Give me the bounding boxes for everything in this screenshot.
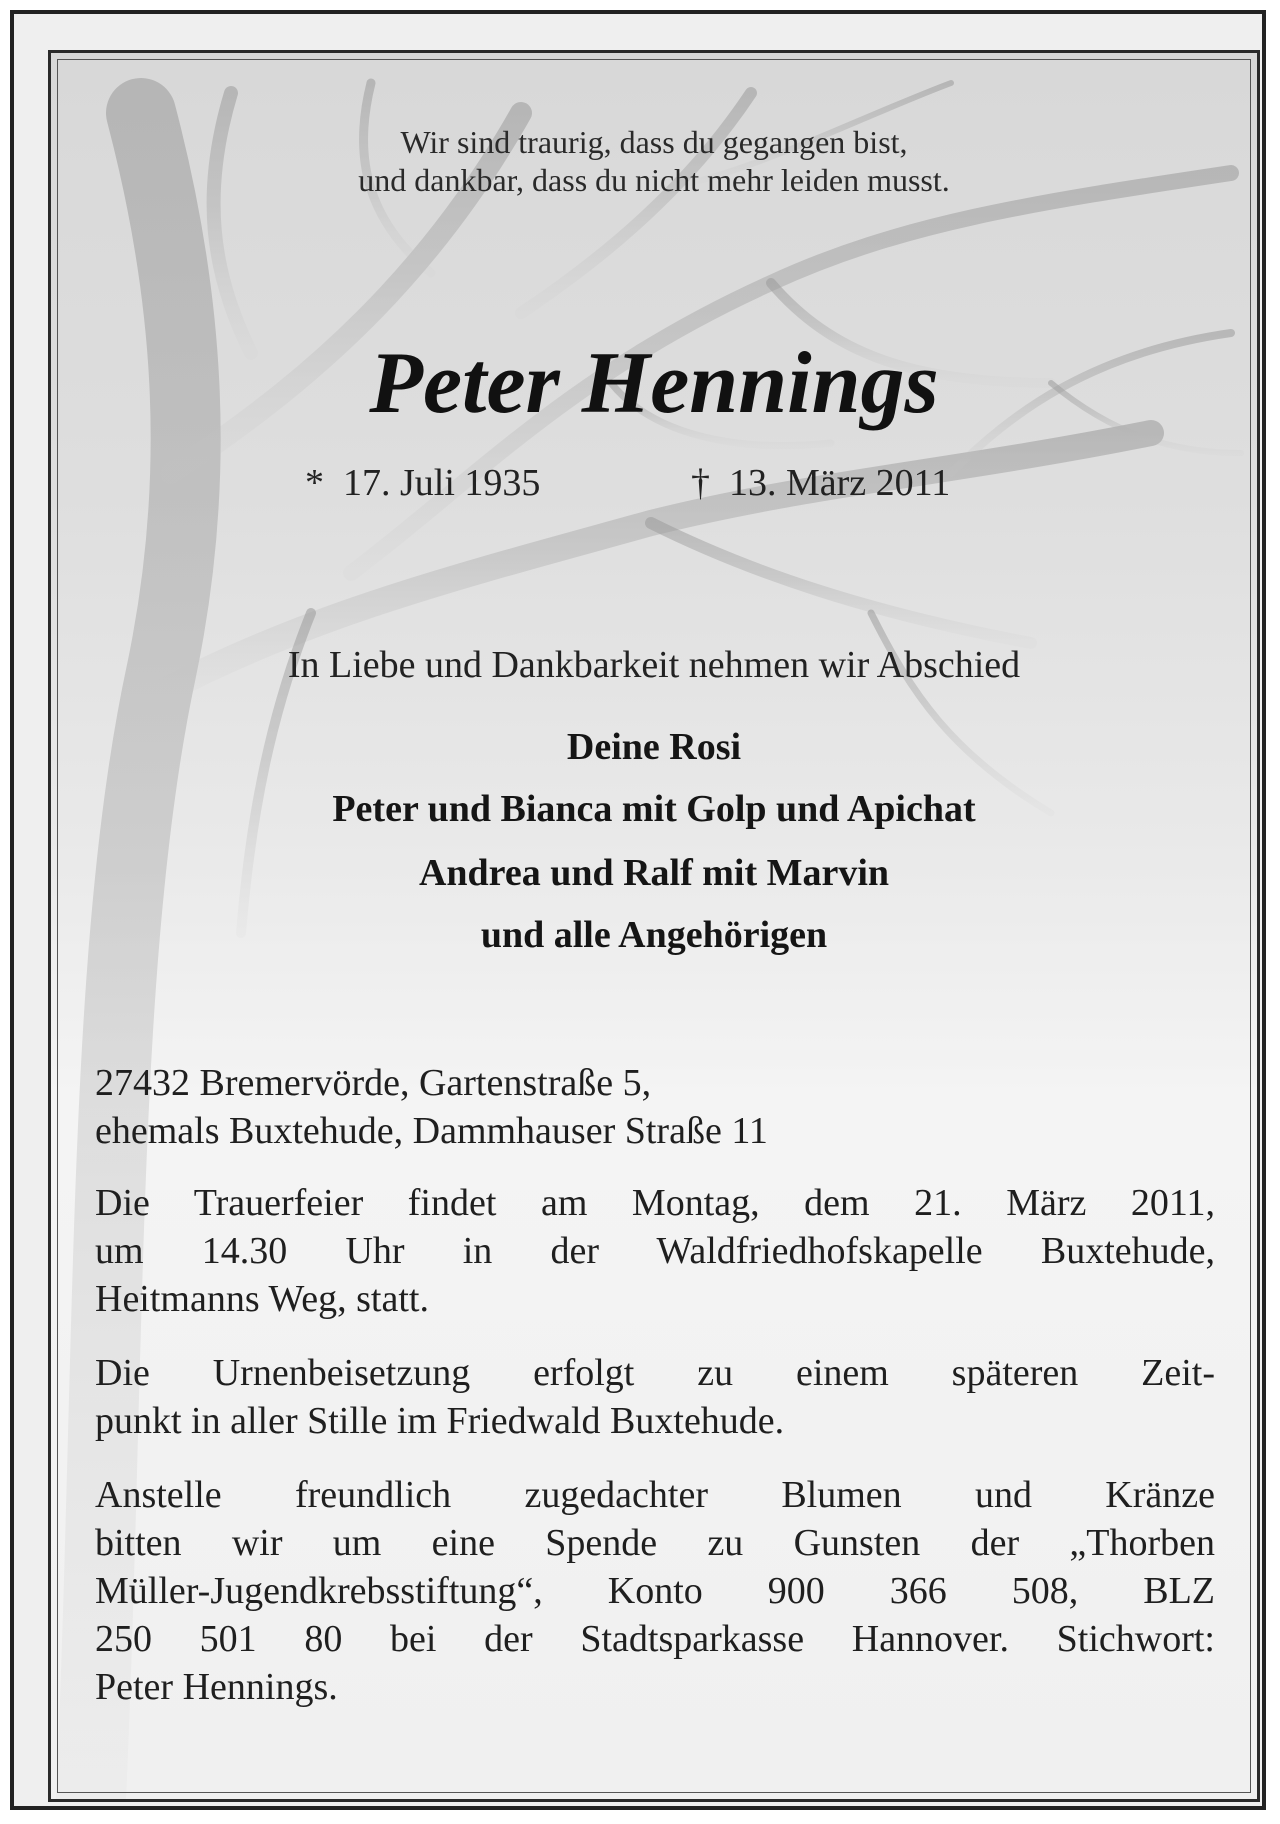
mourner-line: und alle Angehörigen: [480, 914, 828, 956]
urn-line: punkt in aller Stille im Friedwald Buxtehude.: [95, 1400, 785, 1442]
obituary-card: [48, 50, 1260, 1802]
motto-line-2: und dankbar, dass du nicht mehr leiden musst.: [358, 162, 950, 198]
urn-paragraph: [95, 1349, 1215, 1445]
funeral-line: Die Trauerfeier findet am Montag, dem 21. März 2011,: [95, 1182, 1215, 1224]
address-block: [95, 1059, 1215, 1155]
mourner-line: Deine Rosi: [566, 726, 742, 768]
funeral-line: Heitmanns Weg, statt.: [95, 1278, 429, 1320]
deceased-name: Peter Hennings: [369, 335, 939, 432]
address-line: 27432 Bremervörde, Gartenstraße 5,: [95, 1062, 652, 1104]
donation-line: Peter Hennings.: [95, 1666, 338, 1708]
death-date: † 13. März 2011: [691, 462, 951, 504]
donation-line: bitten wir um eine Spende zu Gunsten der „Thorben: [95, 1522, 1215, 1564]
farewell-text: In Liebe und Dankbarkeit nehmen wir Abschied: [287, 644, 1021, 686]
motto-line-1: Wir sind traurig, dass du gegangen bist,: [400, 124, 908, 160]
mourner-line: Andrea und Ralf mit Marvin: [418, 852, 890, 894]
funeral-line: um 14.30 Uhr in der Waldfriedhofskapelle Buxtehude,: [95, 1230, 1215, 1272]
outer-frame: [10, 10, 1266, 1810]
urn-line: Die Urnenbeisetzung erfolgt zu einem späteren Zeit-: [95, 1352, 1215, 1394]
donation-line: Anstelle freundlich zugedachter Blumen und Kränze: [95, 1474, 1215, 1516]
mourner-line: Peter und Bianca mit Golp und Apichat: [332, 788, 976, 830]
address-line: ehemals Buxtehude, Dammhauser Straße 11: [95, 1110, 768, 1152]
donation-line: 250 501 80 bei der Stadtsparkasse Hannover. Stichwort:: [95, 1618, 1215, 1660]
donation-paragraph: [95, 1471, 1215, 1711]
funeral-paragraph: [95, 1179, 1215, 1323]
donation-line: Müller-Jugendkrebsstiftung“, Konto 900 366 508, BLZ: [95, 1570, 1215, 1612]
birth-date: * 17. Juli 1935: [305, 462, 541, 504]
